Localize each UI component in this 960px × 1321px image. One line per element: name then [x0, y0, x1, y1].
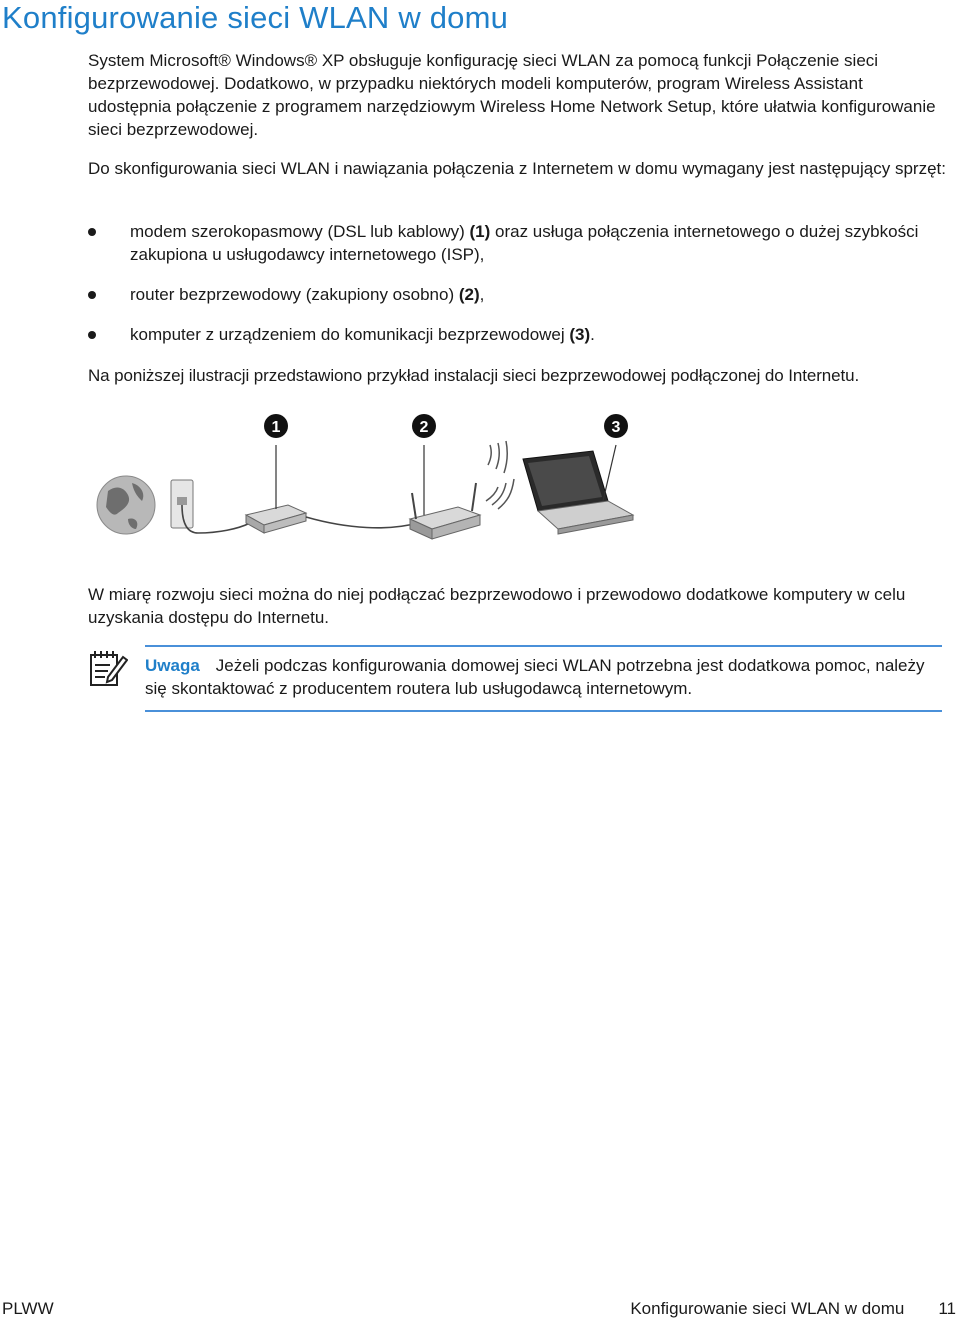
bullet-icon: [88, 228, 96, 236]
list-item-text: oraz usługa połączenia internetowego o dużej szybkości zakupiona u usługodawcy internetowego (ISP),: [130, 222, 919, 264]
callout-ref: (1): [469, 222, 491, 241]
footer-section-title: Konfigurowanie sieci WLAN w domu: [630, 1299, 905, 1318]
callout-ref: (2): [458, 285, 480, 304]
footer-section: [630, 1298, 956, 1320]
list-item-text: .: [590, 325, 595, 344]
hardware-list: [88, 220, 948, 363]
callout-number: 2: [419, 419, 429, 436]
callout-number: 3: [611, 419, 621, 436]
requirements-paragraph: Do skonfigurowania sieci WLAN i nawiązania połączenia z Internetem w domu wymagany jest następujący sprzęt:: [88, 159, 946, 178]
illustration-caption: Na poniższej ilustracji przedstawiono przykład instalacji sieci bezprzewodowej podłączonej do Internetu.: [88, 366, 860, 385]
note-text: Jeżeli podczas konfigurowania domowej sieci WLAN potrzebna jest dodatkowa pomoc, należy się skontaktować z producentem routera lub usługodawcą internetowym.: [145, 656, 925, 698]
expansion-paragraph: W miarę rozwoju sieci można do niej podłączać bezprzewodowo i przewodowo dodatkowe komputery w celu uzyskania dostępu do Internetu.: [88, 585, 906, 627]
footer-doc-code: PLWW: [2, 1299, 54, 1318]
list-item: [88, 323, 948, 363]
network-illustration: [88, 405, 648, 555]
callout-2: [412, 414, 436, 438]
list-item: [88, 283, 948, 323]
list-item-text: ,: [479, 285, 485, 304]
wall-jack-icon: [171, 480, 250, 533]
list-item-text: router bezprzewodowy (zakupiony osobno): [130, 285, 459, 304]
intro-paragraph: System Microsoft® Windows® XP obsługuje konfigurację sieci WLAN za pomocą funkcji Połączenie sieci bezprzewodowej. Dodatkowo, w przypadku niektórych modeli komputerów, program Wireless Assistant udostępnia połączenie z programem narzędziowym Wireless Home Network Setup, które ułatwia konfigurowanie sieci bezprzewodowej.: [88, 51, 936, 139]
note-label: Uwaga: [145, 656, 200, 675]
list-item-text: modem szerokopasmowy (DSL lub kablowy): [130, 222, 470, 241]
laptop-icon: [488, 441, 633, 534]
list-item-text: komputer z urządzeniem do komunikacji bezprzewodowej: [130, 325, 570, 344]
bullet-icon: [88, 291, 96, 299]
bullet-icon: [88, 331, 96, 339]
note-pencil-icon: [88, 647, 128, 689]
page-title: Konfigurowanie sieci WLAN w domu: [2, 0, 509, 35]
modem-icon: [246, 445, 418, 533]
page-number: 11: [938, 1299, 956, 1318]
callout-number: 1: [271, 419, 281, 436]
note-box: [88, 645, 948, 709]
callout-1: [264, 414, 288, 438]
globe-icon: [97, 476, 155, 534]
callout-3: [604, 414, 628, 438]
callout-ref: (3): [569, 325, 591, 344]
note-content: [145, 645, 942, 712]
list-item: [88, 220, 948, 283]
